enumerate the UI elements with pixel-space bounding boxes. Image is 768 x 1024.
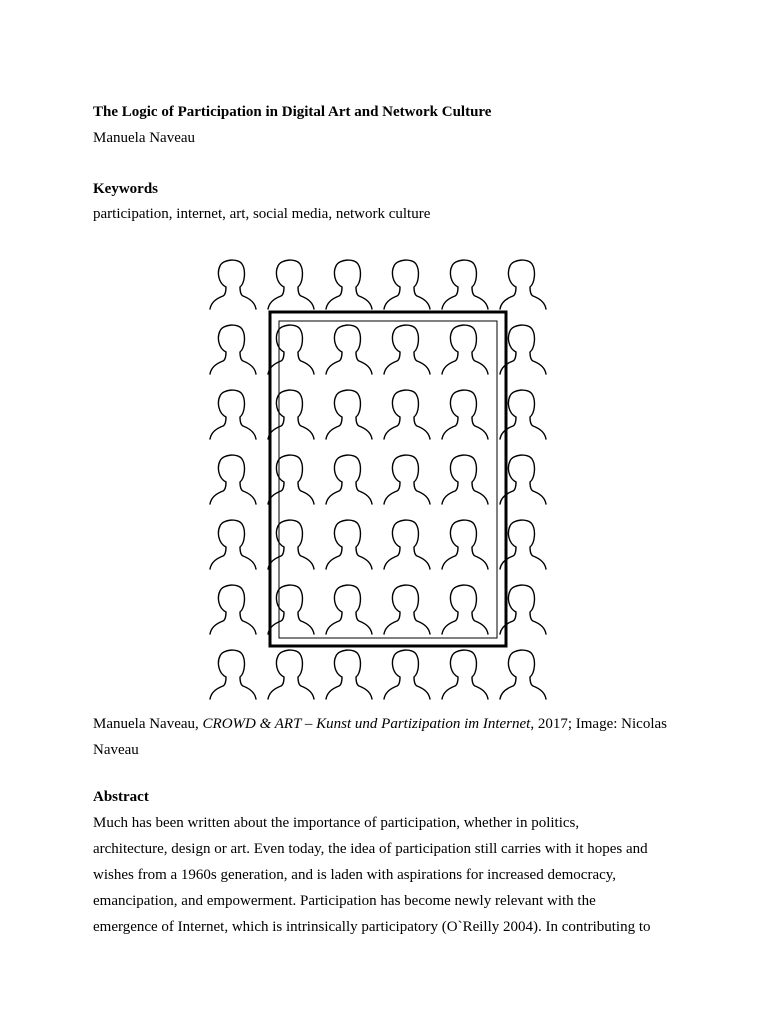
person-silhouette-icon	[326, 585, 372, 634]
person-silhouette-icon	[384, 390, 430, 439]
paper-title: The Logic of Participation in Digital Art and Network Culture	[93, 104, 492, 120]
abstract-line: wishes from a 1960s generation, and is laden with aspirations for increased democracy,	[93, 867, 617, 883]
crowd-illustration	[205, 253, 565, 705]
person-silhouette-icon	[210, 585, 256, 634]
person-silhouette-icon	[326, 260, 372, 309]
person-silhouette-icon	[442, 650, 488, 699]
person-silhouette-icon	[210, 650, 256, 699]
person-silhouette-icon	[210, 390, 256, 439]
person-silhouette-icon	[210, 455, 256, 504]
person-silhouette-icon	[384, 650, 430, 699]
paper-author: Manuela Naveau	[93, 130, 196, 146]
person-silhouette-icon	[326, 455, 372, 504]
person-silhouette-icon	[268, 650, 314, 699]
person-silhouette-icon	[326, 325, 372, 374]
person-silhouette-icon	[442, 455, 488, 504]
outer-frame	[270, 312, 506, 646]
person-silhouette-icon	[326, 650, 372, 699]
person-silhouette-icon	[384, 455, 430, 504]
person-silhouette-icon	[442, 390, 488, 439]
keywords-list: participation, internet, art, social media, network culture	[93, 206, 431, 222]
person-silhouette-icon	[210, 325, 256, 374]
person-silhouette-icon	[326, 520, 372, 569]
person-silhouette-icon	[500, 650, 546, 699]
person-silhouette-icon	[384, 520, 430, 569]
person-silhouette-icon	[442, 325, 488, 374]
person-silhouette-icon	[384, 585, 430, 634]
person-silhouette-icon	[268, 455, 314, 504]
abstract-heading: Abstract	[93, 789, 149, 805]
abstract-line: architecture, design or art. Even today, the idea of participation still carries with it hopes and	[93, 841, 648, 857]
person-silhouette-icon	[268, 585, 314, 634]
abstract-line: emergence of Internet, which is intrinsically participatory (O`Reilly 2004). In contributing to	[93, 919, 651, 935]
caption-suffix: , 2017; Image: Nicolas Naveau	[93, 716, 667, 758]
abstract-line: Much has been written about the importance of participation, whether in politics,	[93, 815, 580, 831]
keywords-heading: Keywords	[93, 181, 158, 197]
person-silhouette-icon	[210, 520, 256, 569]
person-silhouette-icon	[442, 520, 488, 569]
abstract-body	[93, 810, 683, 940]
caption-title: CROWD & ART – Kunst und Partizipation im Internet	[202, 716, 531, 732]
person-silhouette-icon	[268, 520, 314, 569]
person-silhouette-icon	[384, 260, 430, 309]
caption-prefix: Manuela Naveau,	[93, 716, 203, 732]
person-silhouette-icon	[268, 390, 314, 439]
person-silhouette-icon	[326, 390, 372, 439]
person-silhouette-icon	[268, 260, 314, 309]
person-silhouette-icon	[384, 325, 430, 374]
crowd-figure	[205, 253, 565, 705]
abstract-line: emancipation, and empowerment. Participation has become newly relevant with the	[93, 893, 596, 909]
person-silhouette-icon	[500, 260, 546, 309]
person-silhouette-icon	[442, 260, 488, 309]
person-silhouette-icon	[442, 585, 488, 634]
person-silhouette-icon	[210, 260, 256, 309]
person-silhouette-icon	[268, 325, 314, 374]
figure-caption	[93, 711, 683, 763]
